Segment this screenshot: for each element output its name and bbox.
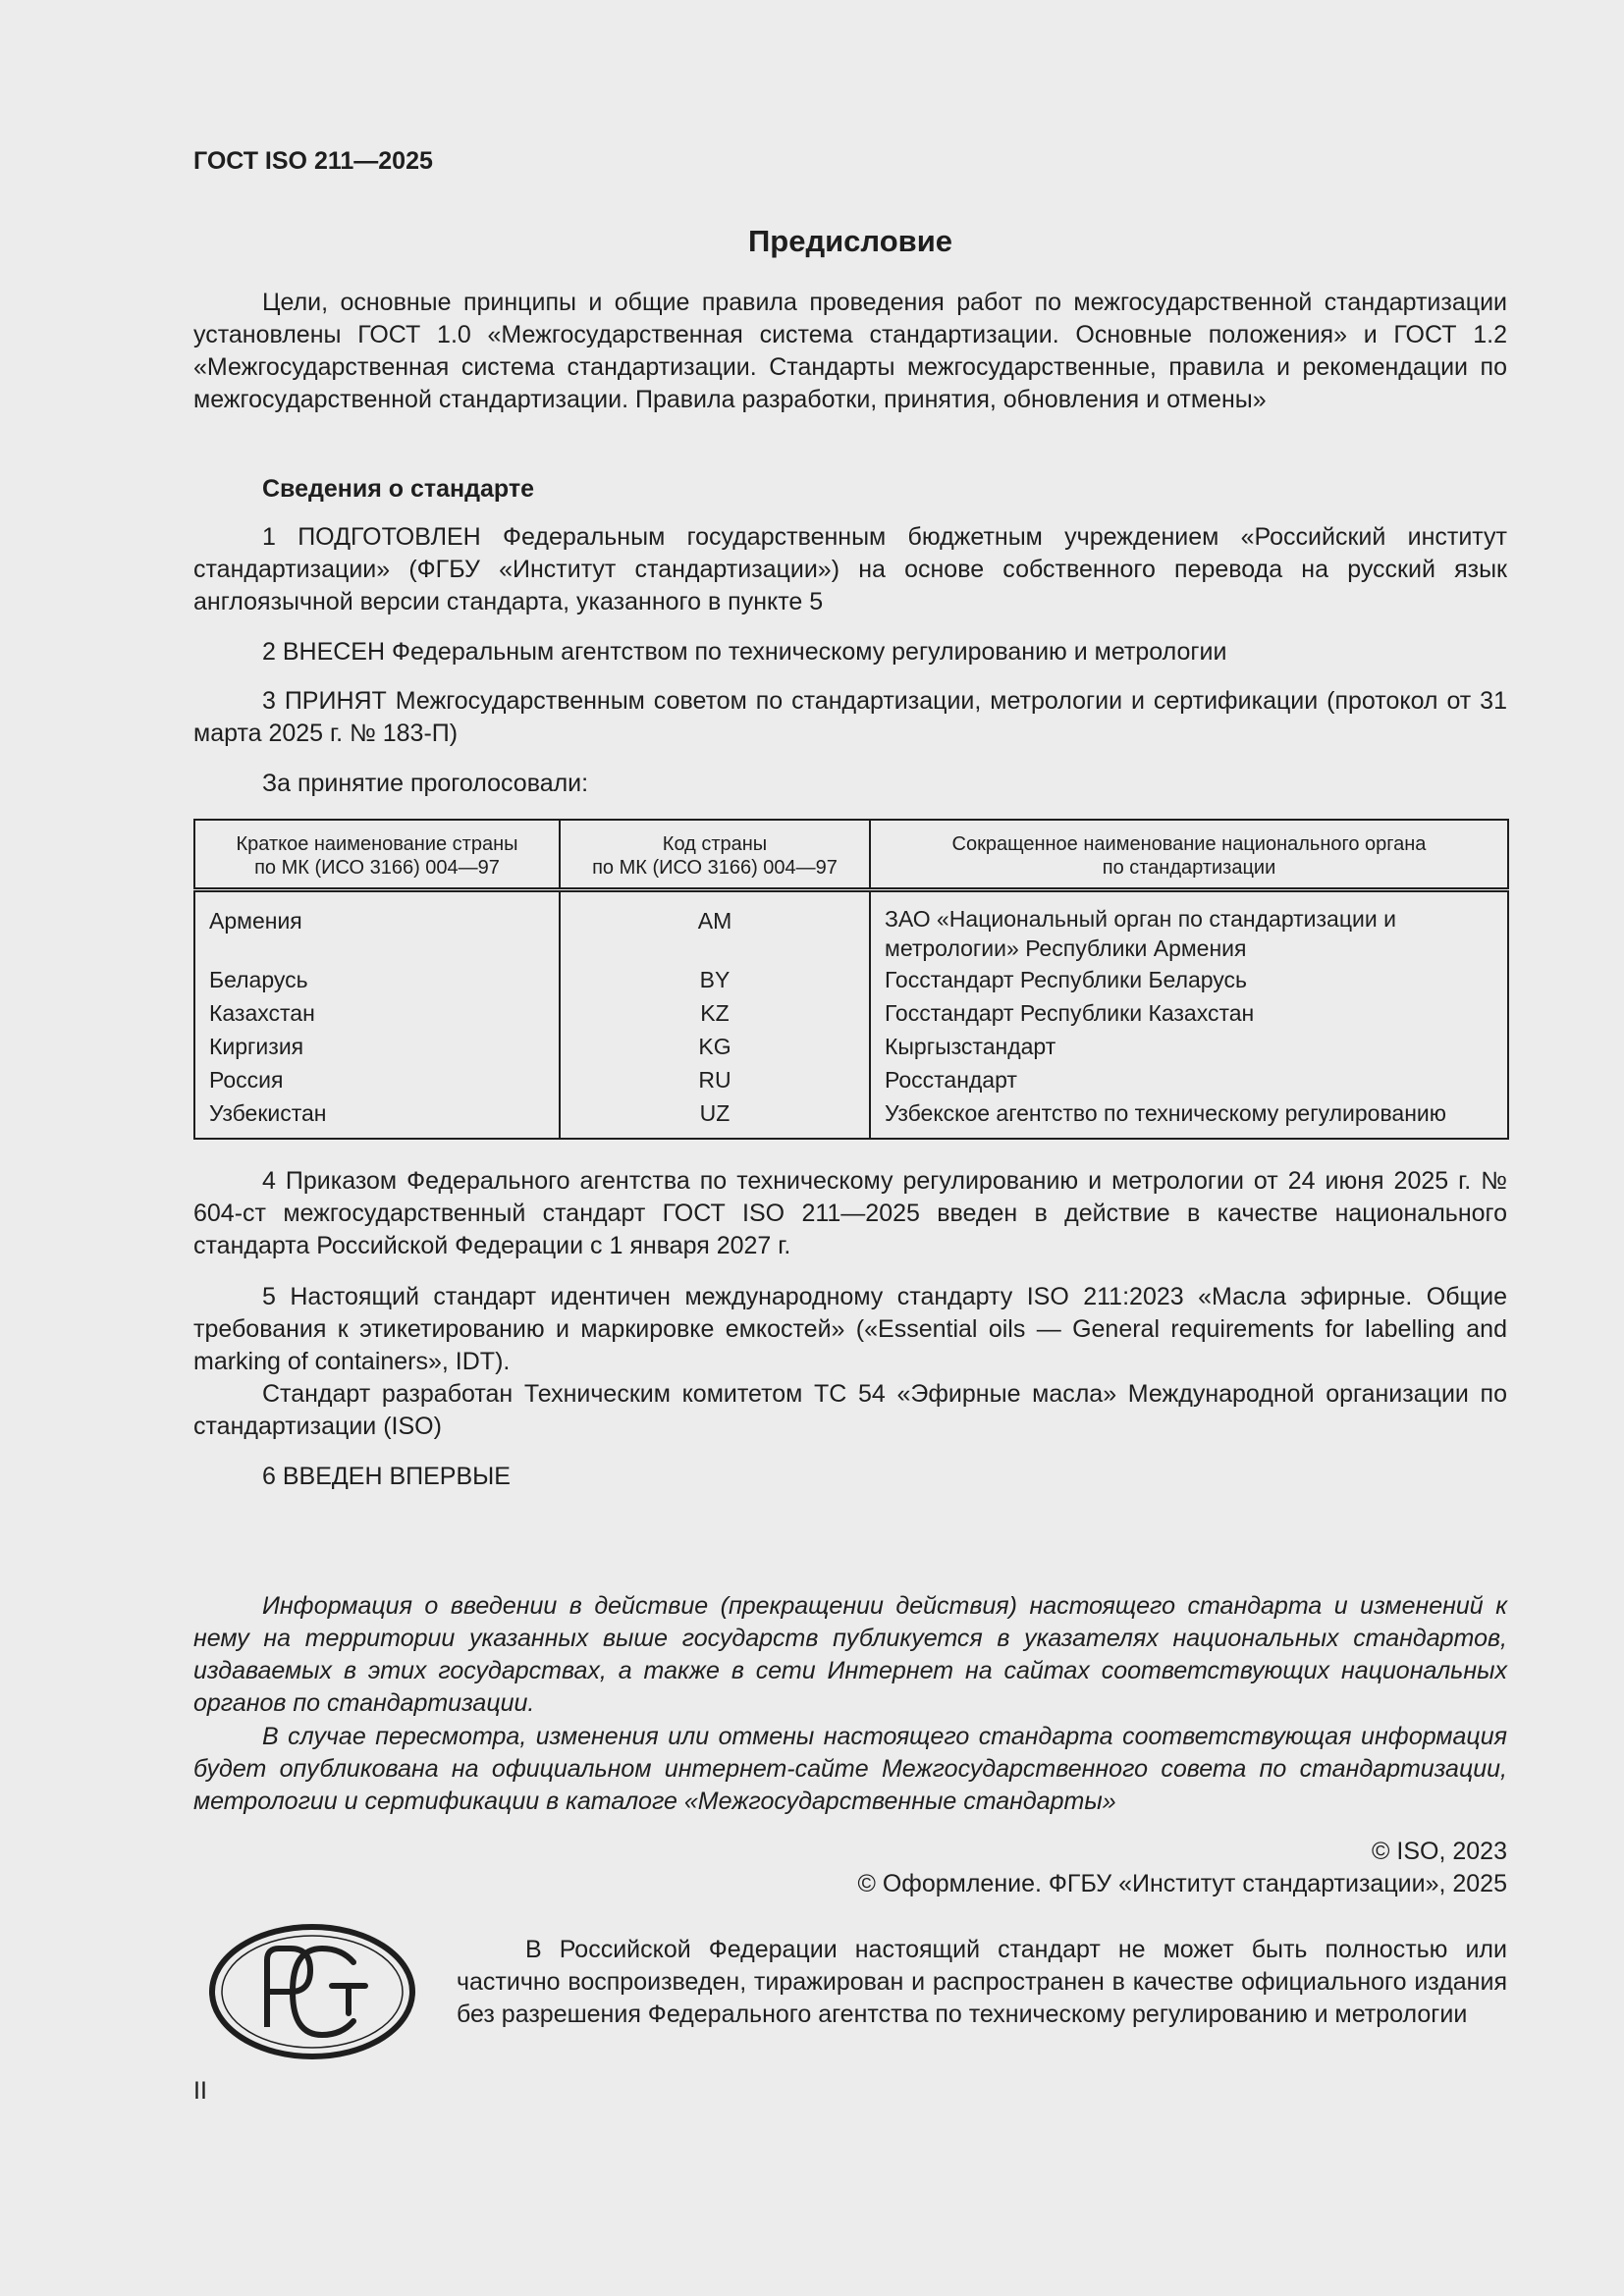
organization-cell: Госстандарт Республики Казахстан (885, 1000, 1255, 1026)
page-number: II (193, 2077, 207, 2105)
item-1-prepared: 1 ПОДГОТОВЛЕН Федеральным государственным бюджетным учреждением «Российский институт стандартизации» (ФГБУ «Институт стандартизации») на основе собственного перевода на русский язык англоязычной версии стандарта, указанного в пункте 5 (193, 523, 1507, 615)
country-cell: Россия (194, 1063, 560, 1096)
column-header-organization: Сокращенное наименование национального органа по стандартизации (870, 820, 1508, 890)
voted-label: За принятие проголосовали: (262, 770, 589, 797)
column-header-code: Код страны по МК (ИСО 3166) 004—97 (560, 820, 870, 890)
notice-introduction: Информация о введении в действие (прекращении действия) настоящего стандарта и изменений к нему на территории указанных выше государств публикуется в указателях национальных стандартов, издаваемых в этих государствах, а также в сети Интернет на сайтах соответствующих национальных органов по стандартизации. (193, 1592, 1507, 1717)
code-cell: KZ (560, 996, 870, 1030)
item-2-submitted: 2 ВНЕСЕН Федеральным агентством по техническому регулированию и метрологии (262, 638, 1227, 666)
item-5-identical: 5 Настоящий стандарт идентичен международному стандарту ISO 211:2023 «Масла эфирные. Общие требования к этикетированию и маркировке емкостей» («Essential oils — General requirements for labelling and marking of containers», IDT). (193, 1283, 1507, 1375)
country-cell: Армения (194, 890, 560, 964)
organization-cell: Узбекское агентство по техническому регулированию (885, 1100, 1447, 1126)
organization-cell: Госстандарт Республики Беларусь (885, 967, 1248, 992)
table-row (194, 963, 1508, 996)
rf-reproduction-notice: В Российской Федерации настоящий стандарт не может быть полностью или частично воспроизведен, тиражирован и распространен в качестве официального издания без разрешения Федерального агентства по техническому регулированию и метрологии (457, 1936, 1507, 2028)
code-cell: RU (560, 1063, 870, 1096)
notice-revision: В случае пересмотра, изменения или отмены настоящего стандарта соответствующая информация будет опубликована на официальном интернет-сайте Межгосударственного совета по стандартизации, метрологии и сертификации в каталоге «Межгосударственные стандарты» (193, 1723, 1507, 1815)
section-heading: Сведения о стандарте (262, 475, 535, 503)
copyright-iso: © ISO, 2023 (1372, 1838, 1507, 1865)
table-row (194, 996, 1508, 1030)
member-states-table (193, 819, 1509, 1140)
code-cell: KG (560, 1030, 870, 1063)
rst-logo-icon (206, 1919, 418, 2064)
code-cell: UZ (560, 1096, 870, 1139)
country-cell: Узбекистан (194, 1096, 560, 1139)
copyright-fgbu: © Оформление. ФГБУ «Институт стандартизации», 2025 (857, 1870, 1507, 1897)
code-cell: AM (560, 890, 870, 964)
table-header-row (194, 820, 1508, 890)
country-cell: Киргизия (194, 1030, 560, 1063)
table-row (194, 1063, 1508, 1096)
item-6-introduced: 6 ВВЕДЕН ВПЕРВЫЕ (262, 1463, 511, 1490)
country-cell: Казахстан (194, 996, 560, 1030)
page-title: Предисловие (747, 224, 952, 258)
document-code-header: ГОСТ ISO 211—2025 (193, 147, 433, 175)
item-3-adopted: 3 ПРИНЯТ Межгосударственным советом по стандартизации, метрологии и сертификации (протокол от 31 марта 2025 г. № 183-П) (193, 687, 1507, 747)
organization-cell: Росстандарт (885, 1067, 1017, 1093)
item-5-developer: Стандарт разработан Техническим комитетом ТС 54 «Эфирные масла» Международной организации по стандартизации (ISO) (193, 1380, 1507, 1440)
table-row (194, 890, 1508, 964)
table-row (194, 1030, 1508, 1063)
intro-paragraph: Цели, основные принципы и общие правила проведения работ по межгосударственной стандартизации установлены ГОСТ 1.0 «Межгосударственная система стандартизации. Основные положения» и ГОСТ 1.2 «Межгосударственная система стандартизации. Стандарты межгосударственные, правила и рекомендации по межгосударственной стандартизации. Правила разработки, принятия, обновления и отмены» (193, 289, 1507, 413)
code-cell: BY (560, 963, 870, 996)
column-header-country: Краткое наименование страны по МК (ИСО 3166) 004—97 (194, 820, 560, 890)
item-4-order: 4 Приказом Федерального агентства по техническому регулированию и метрологии от 24 июня 2025 г. № 604-ст межгосударственный стандарт ГОСТ ISO 211—2025 введен в действие в качестве национального стандарта Российской Федерации с 1 января 2027 г. (193, 1167, 1507, 1259)
organization-cell: Кыргызстандарт (885, 1034, 1056, 1059)
table-row (194, 1096, 1508, 1139)
country-cell: Беларусь (194, 963, 560, 996)
organization-cell: ЗАО «Национальный орган по стандартизации и метрологии» Республики Армения (885, 906, 1396, 961)
